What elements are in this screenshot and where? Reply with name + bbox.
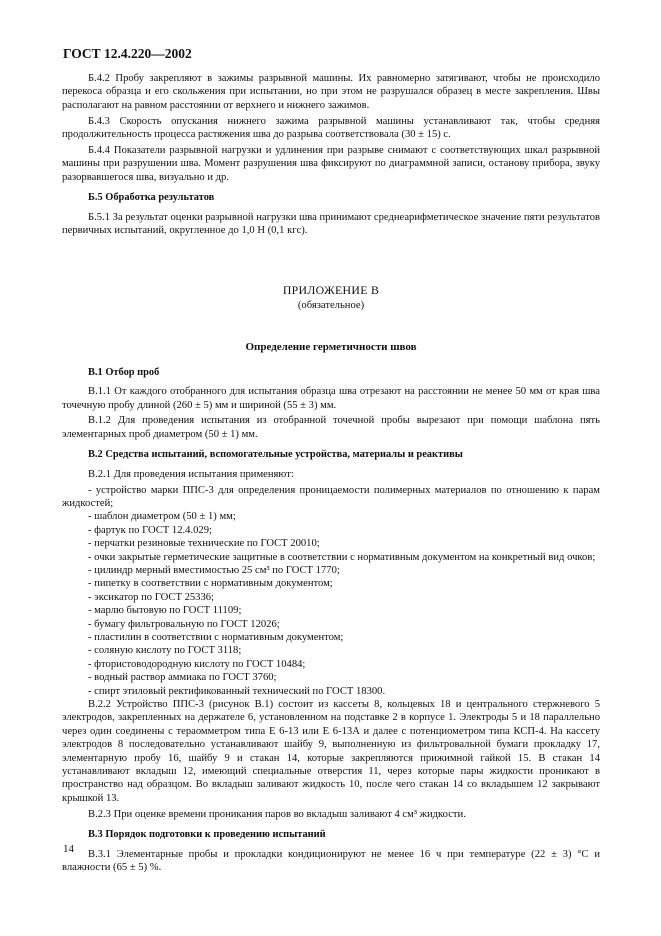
- list-item: - устройство марки ППС-3 для определения проницаемости полимерных материалов по отношению к парам жидкостей;: [62, 484, 600, 509]
- list-item: - фтористоводородную кислоту по ГОСТ 10484;: [88, 658, 306, 670]
- paragraph-b42: Б.4.2 Пробу закрепляют в зажимы разрывной машины. Их равномерно затягивают, чтобы не происходило перекоса образца и его скольжения при испытании, но при этом не разрушался образец в месте закрепления. Швы располагают на равном расстоянии от верхнего и нижнего зажимов.: [62, 73, 600, 111]
- document-header: ГОСТ 12.4.220—2002: [63, 46, 192, 61]
- paragraph-b43: Б.4.3 Скорость опускания нижнего зажима разрывной машины устанавливают так, чтобы средняя продолжительность процесса растяжения шва до разрыва соответствовала (30 ± 15) с.: [62, 115, 600, 141]
- list-item: - бумагу фильтровальную по ГОСТ 12026;: [88, 618, 280, 630]
- equipment-list: [62, 484, 600, 699]
- document-body: [62, 72, 600, 877]
- list-item: - пластилин в соответствии с нормативным документом;: [88, 632, 344, 643]
- paragraph-v21: В.2.1 Для проведения испытания применяют:: [88, 468, 294, 480]
- appendix-note: (обязательное): [297, 299, 365, 311]
- paragraph-v12: В.1.2 Для проведения испытания из отобранной точечной пробы вырезают при помощи шаблона пять элементарных проб диаметром (50 ± 1) мм.: [62, 415, 600, 440]
- list-item: - цилиндр мерный вместимостью 25 см³ по ГОСТ 1770;: [88, 564, 340, 576]
- paragraph-b44: Б.4.4 Показатели разрывной нагрузки и удлинения при разрыве снимают с соответствующих шкал разрывной машины при разрушении шва. Момент разрушения шва фиксируют по диаграммной записи, останову прибора, звуку разорвавшегося шва, визуально и др.: [62, 145, 600, 183]
- appendix-heading: Определение герметичности швов: [245, 341, 417, 354]
- paragraph-v22: В.2.2 Устройство ППС-3 (рисунок В.1) состоит из кассеты 8, кольцевых 18 и центрального стержневого 5 электродов, закрепленных на держателе 6, установленном на подставке 2 в корпусе 1. Электроды 5 и 18 параллельно через один соединены с тераомметром типа Е 6-13 или Е 6-13А и далее с потенциометром типа КСП-4. На кассету электродов 8 последовательно устанавливают шайбу 9, выполненную из фильтровальной бумаги прокладку 17, элементарную пробу 16, шайбу 9 и стакан 14, которые закрепляются прижимной гайкой 15. В стакан 14 устанавливают вкладыш 12, имеющий специальные отверстия 11, через которые пары жидкости проникают в пространство над образцом. Во вкладыш заливают жидкость 10, после чего стакан 14 со вкладышем 12 закрывают крышкой 13.: [62, 699, 600, 804]
- list-item: - эксикатор по ГОСТ 25336;: [88, 591, 214, 603]
- paragraph-b51: Б.5.1 За результат оценки разрывной нагрузки шва принимают среднеарифметическое значение пяти результатов первичных испытаний, округленное до 1,0 Н (0,1 кгс).: [62, 211, 600, 237]
- list-item: - спирт этиловый ректификованный технический по ГОСТ 18300.: [88, 685, 386, 697]
- section-heading-v1: В.1 Отбор проб: [88, 366, 160, 378]
- list-item: - пипетку в соответствии с нормативным документом;: [88, 578, 333, 590]
- list-item: - перчатки резиновые технические по ГОСТ 20010;: [88, 538, 320, 550]
- paragraph-v23: В.2.3 При оценке времени проникания паров во вкладыш заливают 4 см³ жидкости.: [88, 808, 466, 820]
- section-heading-v3: В.3 Порядок подготовки к проведению испытаний: [88, 829, 326, 841]
- section-heading-v2: В.2 Средства испытаний, вспомогательные устройства, материалы и реактивы: [88, 449, 463, 461]
- paragraph-v11: В.1.1 От каждого отобранного для испытания образца шва отрезают на расстоянии не менее 50 мм от края шва точечную пробу длиной (260 ± 5) мм и шириной (55 ± 3) мм.: [62, 386, 600, 411]
- list-item: - водный раствор аммиака по ГОСТ 3760;: [88, 672, 277, 684]
- list-item: - соляную кислоту по ГОСТ 3118;: [88, 645, 242, 657]
- paragraph-v31: В.3.1 Элементарные пробы и прокладки кондиционируют не менее 16 ч при температуре (22 ± 3) °С и влажности (65 ± 5) %.: [62, 848, 600, 873]
- page-number: 14: [63, 843, 74, 855]
- section-heading-b5: Б.5 Обработка результатов: [88, 192, 215, 204]
- list-item: - очки закрытые герметические защитные в соответствии с нормативным документом на конкретный вид очков;: [88, 551, 596, 563]
- appendix-title: ПРИЛОЖЕНИЕ В: [282, 283, 380, 298]
- list-item: - шаблон диаметром (50 ± 1) мм;: [88, 511, 236, 523]
- list-item: - марлю бытовую по ГОСТ 11109;: [88, 605, 242, 617]
- list-item: - фартук по ГОСТ 12.4.029;: [88, 524, 212, 536]
